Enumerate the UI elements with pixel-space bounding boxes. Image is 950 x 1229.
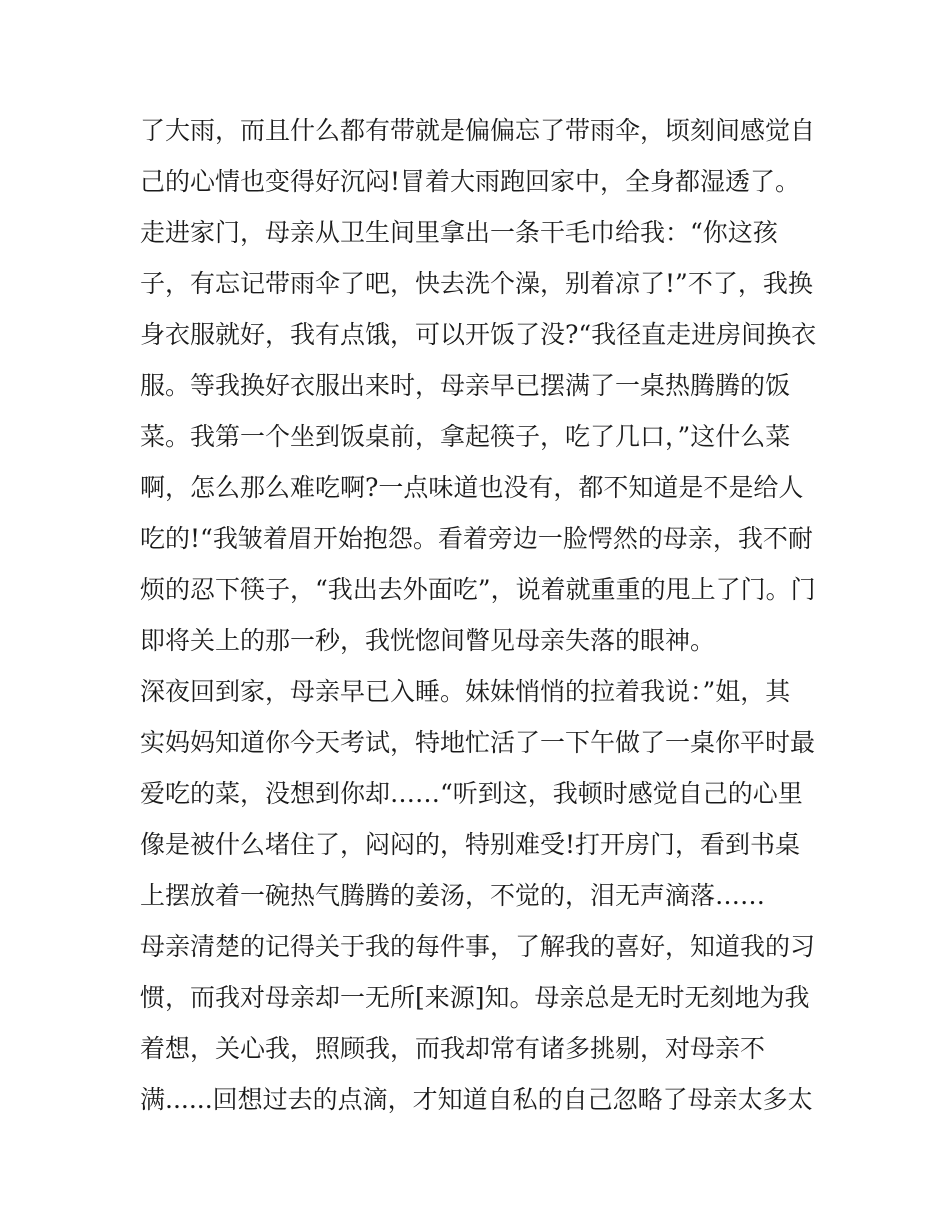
text-line: 像是被什么堵住了，闷闷的，特别难受!打开房门，看到书桌 [140,830,801,859]
text-line: 深夜回到家，母亲早已入睡。妹妹悄悄的拉着我说：”姐，其 [140,677,791,706]
text-line: 吃的!“我皱着眉开始抱怨。看着旁边一脸愕然的母亲，我不耐 [140,524,813,553]
text-line: 惯，而我对母亲却一无所[来源]知。母亲总是无时无刻地为我 [140,983,810,1012]
text-line: 服。等我换好衣服出来时，母亲早已摆满了一桌热腾腾的饭 [140,371,791,400]
text-line: 满......回想过去的点滴，才知道自私的自己忽略了母亲太多太 [140,1085,813,1114]
text-line: 菜。我第一个坐到饭桌前，拿起筷子，吃了几口，”这什么菜 [140,422,791,451]
text-line: 着想，关心我，照顾我，而我却常有诸多挑剔，对母亲不 [140,1034,766,1063]
text-line: 烦的忍下筷子，“我出去外面吃”，说着就重重的甩上了门。门 [140,575,816,604]
text-line: 己的心情也变得好沉闷!冒着大雨跑回家中，全身都湿透了。 [140,167,801,196]
essay-text [140,105,830,1125]
text-line: 了大雨，而且什么都有带就是偏偏忘了带雨伞，顷刻间感觉自 [140,116,816,145]
text-line: 身衣服就好，我有点饿，可以开饭了没?“我径直走进房间换衣 [140,320,817,349]
text-line: 母亲清楚的记得关于我的每件事，了解我的喜好，知道我的习 [140,932,816,961]
text-line: 子，有忘记带雨伞了吧，快去洗个澡，别着凉了!”不了，我换 [140,269,813,298]
text-line: 啊，怎么那么难吃啊?一点味道也没有，都不知道是不是给人 [140,473,804,502]
text-line: 上摆放着一碗热气腾腾的姜汤，不觉的，泪无声滴落…… [140,881,766,910]
text-line: 走进家门，母亲从卫生间里拿出一条干毛巾给我：“你这孩 [140,218,778,247]
text-line: 爱吃的菜，没想到你却……“听到这，我顿时感觉自己的心里 [140,779,803,808]
text-line: 即将关上的那一秒，我恍惚间瞥见母亲失落的眼神。 [140,626,716,655]
text-line: 实妈妈知道你今天考试，特地忙活了一下午做了一桌你平时最 [140,728,816,757]
